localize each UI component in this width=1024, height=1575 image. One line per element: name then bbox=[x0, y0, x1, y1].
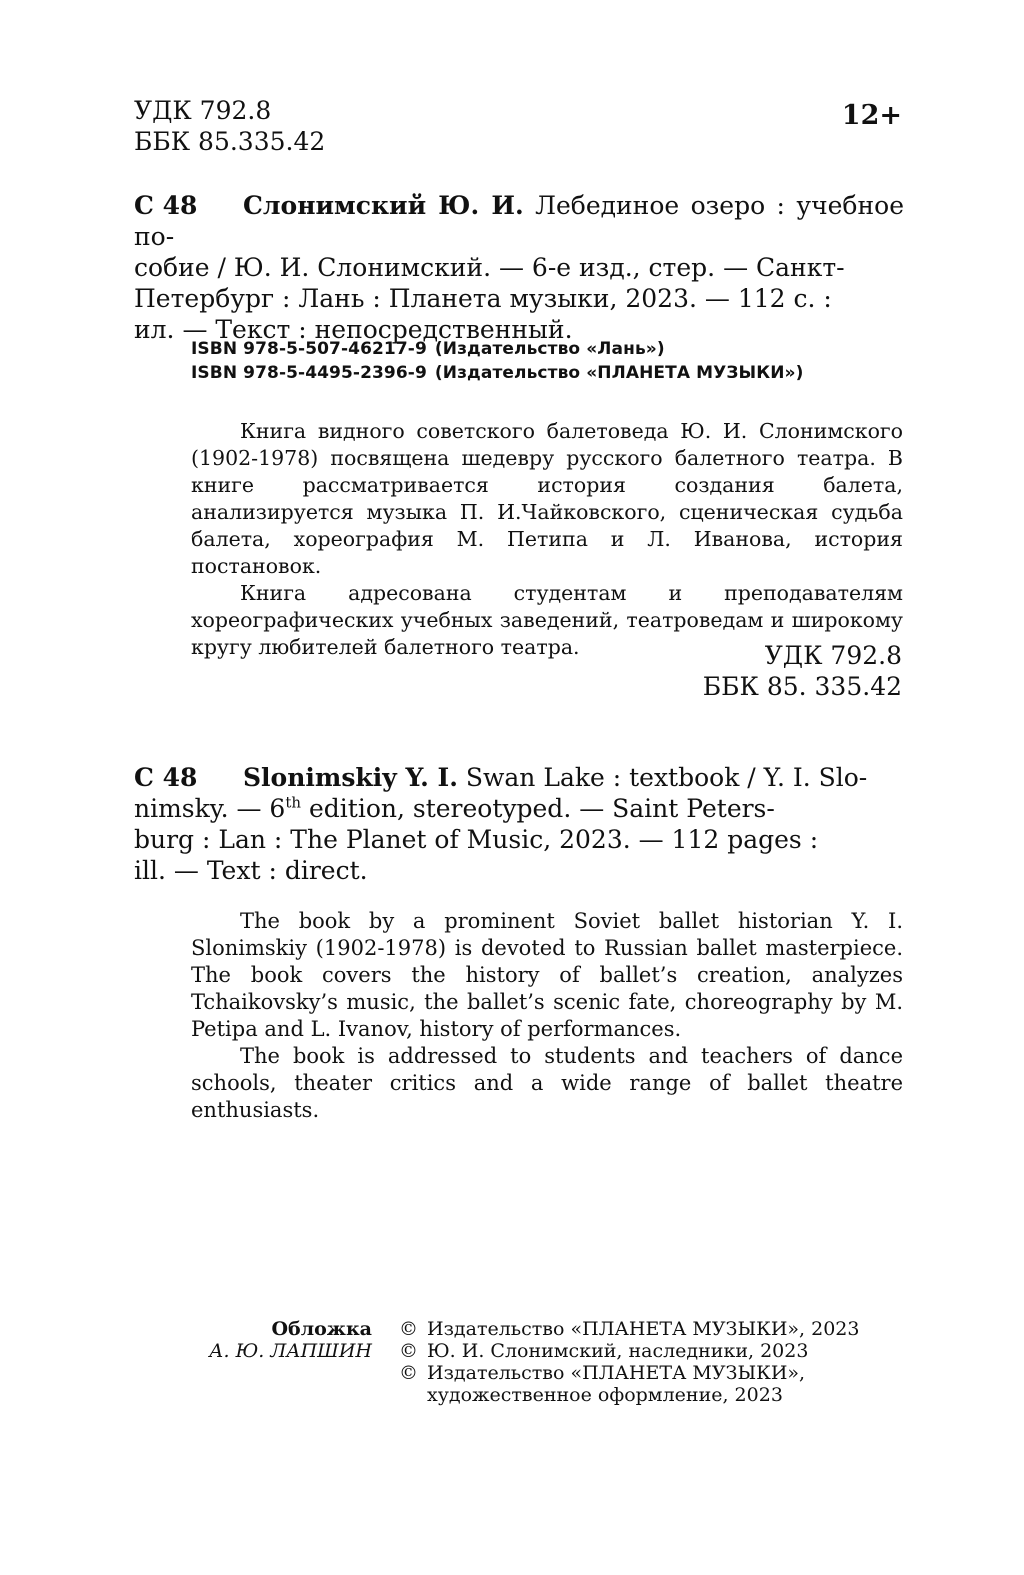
author-name: Слонимский Ю. И. bbox=[243, 191, 524, 220]
annotation-ru-paragraph-1: Книга видного советского балетоведа Ю. И. Слонимского (1902-1978) посвящена шедевру русского балетного театра. В книге рассматривается история создания балета, анализируется музыка П. И.Чайковского, сценическая судьба балета, хореография М. Петипа и Л. Иванова, история постановок. bbox=[191, 419, 903, 578]
annotation-en-paragraph-1: The book by a prominent Soviet ballet historian Y. I. Slonimskiy (1902-1978) is devoted to Russian ballet masterpiece. The book covers the history of ballet’s creation, analyzes Tchaikovsky’s music, the ballet’s scenic fate, choreography by M. Petipa and L. Ivanov, history of performances. bbox=[191, 909, 903, 1041]
isbn-row bbox=[191, 361, 804, 385]
annotation-ru-paragraph-2: Книга адресована студентам и преподавателям хореографических учебных заведений, театроведам и широкому кругу любителей балетного театра. bbox=[191, 581, 903, 659]
author-mark: С 48 bbox=[134, 191, 198, 220]
author-mark: С 48 bbox=[134, 763, 198, 792]
copyright-text: Ю. И. Слонимский, наследники, 2023 bbox=[427, 1340, 809, 1362]
author-name: Slonimskiy Y. I. bbox=[243, 763, 458, 792]
copyright-text: художественное оформление, 2023 bbox=[427, 1384, 783, 1406]
copyright-line bbox=[399, 1340, 859, 1362]
edition-superscript: th bbox=[285, 793, 302, 812]
entry-ru-line-1 bbox=[134, 190, 904, 252]
copyright-block bbox=[399, 1318, 859, 1406]
isbn-publisher: (Издательство «Лань») bbox=[434, 339, 665, 359]
isbn-publisher: (Издательство «ПЛАНЕТА МУЗЫКИ») bbox=[434, 363, 804, 383]
bbk-code: ББК 85.335.42 bbox=[134, 127, 326, 156]
entry-en-line-1 bbox=[134, 762, 904, 793]
entry-en-line-2-a: nimsky. — 6 bbox=[134, 794, 286, 823]
entry-en-line-3: burg : Lan : The Planet of Music, 2023. — 112 pages : bbox=[134, 825, 819, 854]
entry-ru-line-3: Петербург : Лань : Планета музыки, 2023. — 112 с. : bbox=[134, 284, 832, 313]
bibliographic-entry-ru bbox=[134, 190, 904, 345]
title-start: Лебединое озеро : учебное по- bbox=[134, 191, 904, 251]
entry-en-line-2 bbox=[134, 793, 904, 824]
udk-code: УДК 792.8 bbox=[764, 641, 902, 670]
udk-code: УДК 792.8 bbox=[134, 96, 272, 125]
annotation-en bbox=[191, 908, 903, 1124]
copyright-symbol: © bbox=[399, 1318, 418, 1340]
age-rating: 12+ bbox=[841, 100, 902, 131]
annotation-en-paragraph-2: The book is addressed to students and teachers of dance schools, theater critics and a wide range of ballet theatre enthusiasts. bbox=[191, 1044, 903, 1122]
title-start: Swan Lake : textbook / Y. I. Slo- bbox=[465, 763, 868, 792]
entry-ru-line-2-text: собие / Ю. И. Слонимский. — 6-е изд., стер. — Санкт- bbox=[134, 253, 845, 282]
copyright-symbol: © bbox=[399, 1362, 418, 1384]
copyright-line bbox=[399, 1384, 859, 1406]
copyright-symbol: © bbox=[399, 1340, 418, 1362]
cover-designer: А. Ю. ЛАПШИН bbox=[209, 1340, 372, 1362]
entry-ru-line-2 bbox=[134, 252, 904, 283]
bibliographic-entry-en bbox=[134, 762, 904, 886]
copyright-line bbox=[399, 1362, 859, 1384]
entry-en-line-4: ill. — Text : direct. bbox=[134, 856, 368, 885]
isbn-number: ISBN 978-5-507-46217-9 bbox=[191, 339, 427, 359]
copyright-text: Издательство «ПЛАНЕТА МУЗЫКИ», bbox=[427, 1362, 806, 1384]
entry-ru-line-4: ил. — Текст : непосредственный. bbox=[134, 315, 573, 344]
annotation-classification bbox=[703, 640, 902, 702]
copyright-text: Издательство «ПЛАНЕТА МУЗЫКИ», 2023 bbox=[427, 1318, 860, 1340]
annotation-ru bbox=[191, 418, 903, 661]
bbk-code: ББК 85. 335.42 bbox=[702, 672, 902, 701]
isbn-number: ISBN 978-5-4495-2396-9 bbox=[191, 363, 427, 383]
isbn-block bbox=[191, 337, 804, 385]
top-classification bbox=[134, 95, 325, 157]
entry-en-line-2-b: edition, stereotyped. — Saint Peters- bbox=[301, 794, 775, 823]
cover-credit bbox=[180, 1318, 372, 1362]
isbn-row bbox=[191, 337, 804, 361]
copyright-line bbox=[399, 1318, 859, 1340]
cover-label: Обложка bbox=[271, 1318, 372, 1340]
